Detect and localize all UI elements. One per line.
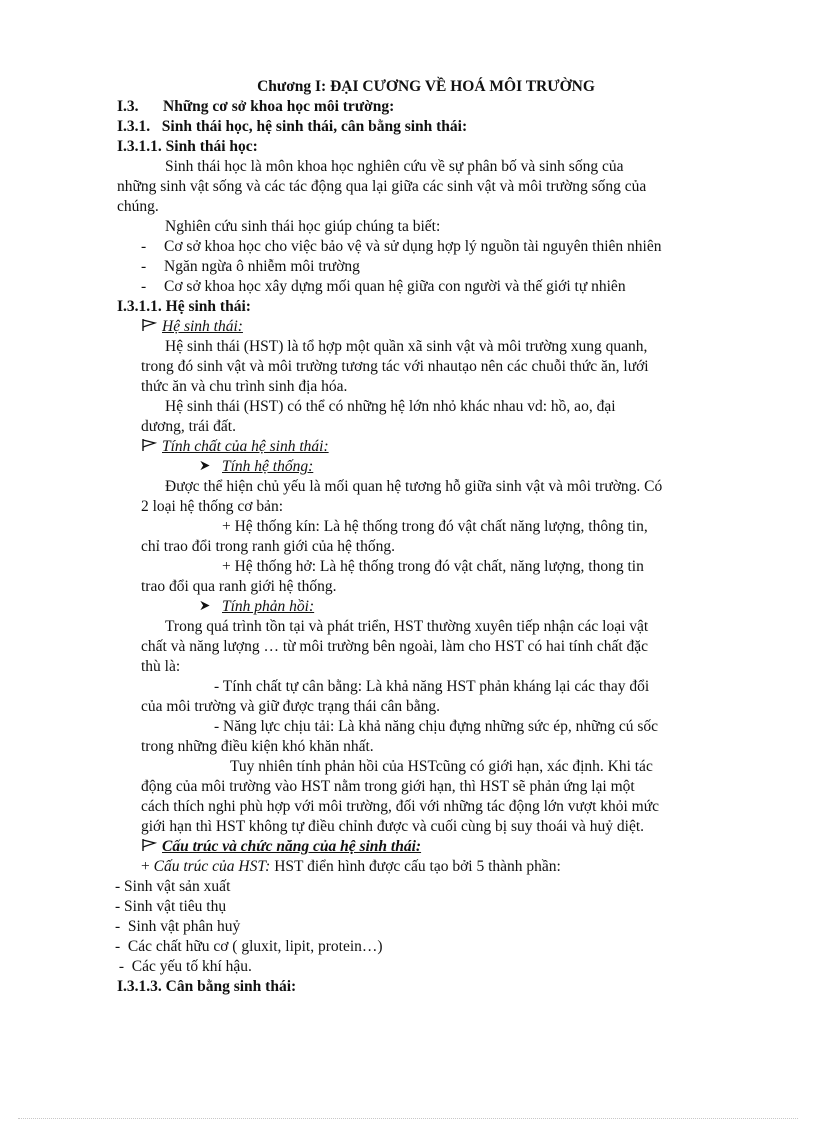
system-line: Được thể hiện chủ yếu là mối quan hệ tương hỗ giữa sinh vật và môi trường. Có [165, 478, 663, 495]
ecosystem-line: trong đó sinh vật và môi trường tương tác với nhautạo nên các chuỗi thức ăn, lưới [141, 358, 649, 375]
bullet-mark: - [141, 278, 147, 295]
feedback-line: thù là: [141, 658, 181, 675]
subheading-text: Tính phản hồi: [222, 598, 315, 615]
system-line: 2 loại hệ thống cơ bản: [141, 498, 284, 515]
flag-icon [141, 838, 158, 852]
bullet-item [141, 257, 360, 277]
structure-text: HST điển hình được cấu tạo bởi 5 thành phần: [270, 858, 561, 875]
heading-1-3 [117, 97, 394, 117]
ecosystem-subheading [141, 317, 243, 337]
page-bottom-rule [18, 1118, 798, 1119]
system-line: + Hệ thống kín: Là hệ thống trong đó vật chất năng lượng, thông tin, [222, 518, 648, 535]
feedback-line: giới hạn thì HST không tự điều chỉnh được và cuối cùng bị suy thoái và huỷ diệt. [141, 818, 645, 835]
intro-line: Sinh thái học là môn khoa học nghiên cứu về sự phân bố và sinh sống của [165, 158, 624, 175]
heading-1-3-1: I.3.1. Sinh thái học, hệ sinh thái, cân bằng sinh thái: [117, 118, 468, 135]
component-item: - Sinh vật sản xuất [115, 878, 231, 895]
feedback-line: Tuy nhiên tính phản hồi của HSTcũng có giới hạn, xác định. Khi tác [230, 758, 653, 775]
feedback-line: - Tính chất tự cân bằng: Là khả năng HST phản kháng lại các thay đổi [214, 678, 650, 695]
component-item: - Các chất hữu cơ ( gluxit, lipit, protein…) [115, 938, 383, 955]
heading-1-3-1-1-ecology: I.3.1.1. Sinh thái học: [117, 138, 258, 155]
feedback-line: trong những điều kiện khó khăn nhất. [141, 738, 374, 755]
component-item: - Sinh vật tiêu thụ [115, 898, 227, 915]
arrowhead-icon [198, 599, 212, 612]
intro-line: chúng. [117, 198, 159, 215]
bullet-item [141, 277, 626, 297]
subheading-text: Hệ sinh thái: [162, 318, 243, 335]
arrowhead-icon [198, 459, 212, 472]
feedback-subheading [198, 597, 314, 617]
system-subheading [198, 457, 313, 477]
bullet-text: Cơ sở khoa học cho việc bảo vệ và sử dụng hợp lý nguồn tài nguyên thiên nhiên [164, 238, 662, 255]
component-item: - Các yếu tố khí hậu. [115, 958, 252, 975]
feedback-line: động của môi trường vào HST nằm trong giới hạn, thì HST sẽ phản ứng lại một [141, 778, 635, 795]
flag-icon [141, 438, 158, 452]
intro-line: Nghiên cứu sinh thái học giúp chúng ta biết: [165, 218, 441, 235]
structure-label: Cấu trúc của HST: [153, 858, 271, 875]
structure-subheading [141, 837, 421, 857]
bullet-item [141, 237, 661, 257]
component-item: - Sinh vật phân huỷ [115, 918, 241, 935]
system-line: chỉ trao đổi trong ranh giới của hệ thống. [141, 538, 395, 555]
intro-line: những sinh vật sống và các tác động qua lại giữa các sinh vật và môi trường sống của [117, 178, 647, 195]
heading-number: I.3. [117, 98, 139, 115]
feedback-line: của môi trường và giữ được trạng thái cân bằng. [141, 698, 440, 715]
feedback-line: cách thích nghi phù hợp với môi trường, đối với những tác động lớn vượt khỏi mức [141, 798, 660, 815]
bullet-mark: - [141, 258, 147, 275]
properties-subheading [141, 437, 329, 457]
bullet-mark: - [141, 238, 147, 255]
subheading-text: Tính chất của hệ sinh thái: [162, 438, 329, 455]
structure-lead: + [141, 858, 154, 875]
ecosystem-line: thức ăn và chu trình sinh địa hóa. [141, 378, 348, 395]
bullet-text: Cơ sở khoa học xây dựng mối quan hệ giữa con người và thế giới tự nhiên [164, 278, 626, 295]
feedback-line: - Năng lực chịu tải: Là khả năng chịu đựng những sức ép, những cú sốc [214, 718, 659, 735]
bullet-text: Ngăn ngừa ô nhiễm môi trường [164, 258, 360, 275]
ecosystem-line: Hệ sinh thái (HST) là tổ hợp một quần xã sinh vật và môi trường xung quanh, [165, 338, 648, 355]
feedback-line: Trong quá trình tồn tại và phát triển, HST thường xuyên tiếp nhận các loại vật [165, 618, 649, 635]
chapter-title: Chương I: ĐẠI CƯƠNG VỀ HOÁ MÔI TRƯỜNG [257, 78, 595, 95]
ecosystem-line: Hệ sinh thái (HST) có thể có những hệ lớn nhỏ khác nhau vd: hồ, ao, đại [165, 398, 616, 415]
subheading-text: Cấu trúc và chức năng của hệ sinh thái: [162, 838, 422, 855]
subheading-text: Tính hệ thống: [222, 458, 314, 475]
flag-icon [141, 318, 158, 332]
system-line: + Hệ thống hở: Là hệ thống trong đó vật chất, năng lượng, thong tin [222, 558, 644, 575]
ecosystem-line: dương, trái đất. [141, 418, 236, 435]
heading-1-3-1-1-ecosystem: I.3.1.1. Hệ sinh thái: [117, 298, 251, 315]
feedback-line: chất và năng lượng … từ môi trường bên ngoài, làm cho HST có hai tính chất đặc [141, 638, 649, 655]
heading-text: Những cơ sở khoa học môi trường: [163, 98, 395, 115]
system-line: trao đổi qua ranh giới hệ thống. [141, 578, 337, 595]
structure-intro [141, 857, 561, 877]
heading-1-3-1-3: I.3.1.3. Cân bằng sinh thái: [117, 978, 297, 995]
